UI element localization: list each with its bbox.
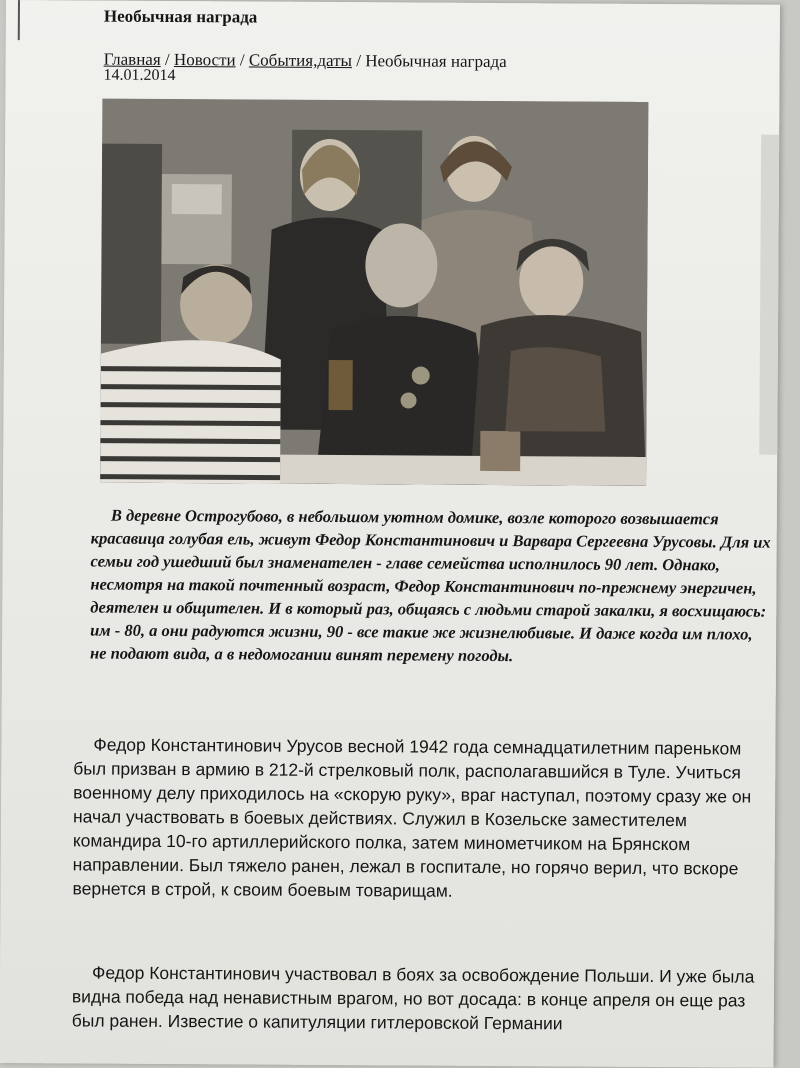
family-photo-illustration xyxy=(100,99,648,486)
breadcrumb-home-link[interactable]: Главная xyxy=(103,49,161,69)
breadcrumb-events-link[interactable]: События,даты xyxy=(248,50,353,71)
article-paragraph: Федор Константинович участвовал в боях за освобождение Польши. И уже была видна победа над ненавистным врагом, но вот досада: в конце апреля он еще раз был ранен. Известие о капитуляции гитлеровской Германии xyxy=(71,962,755,1034)
article-date: 14.01.2014 xyxy=(103,66,176,85)
breadcrumb-separator: / xyxy=(160,49,175,70)
article-title: Необычная награда xyxy=(103,6,258,27)
breadcrumb-separator: / xyxy=(235,50,249,70)
margin-mark xyxy=(18,0,20,40)
article-lead: В деревне Острогубово, в небольшом уютном домике, возле которого возвышается красавица голубая ель, живут Федор Константинович и Варвара Сергеевна Урусовы. Для их семьи год ушедший был знаменателен - главе семейства исполнилось 90 лет. Однако, несмотря на такой почтенный возраст, Федор Константинович по-прежнему энергичен, деятелен и общителен. И в который раз, общаясь с людьми старой закалки, я восхищаюсь: им - 80, а они радуются жизни, 90 - все такие же жизнелюбивые. И даже когда им плохо, не подают вида, а в недомогании винят перемену погоды. xyxy=(89,505,771,666)
article-paragraph: Федор Константинович Урусов весной 1942 года семнадцатилетним пареньком был призван в армию в 212-й стрелковый полк, располагавшийся в Туле. Учиться военному делу приходилось на «скорую руку», враг наступал, поэтому сразу же он начал участвовать в боевых действиях. Служил в Козельске заместителем командира 10-го артиллерийского полка, затем минометчиком на Брянском направлении. Был тяжело ранен, лежал в госпитале, но горячо верил, что вскоре вернется в строй, к своим боевым товарищам. xyxy=(72,734,752,901)
article-photo xyxy=(100,99,648,486)
page-edge-shadow xyxy=(759,135,779,455)
breadcrumb-separator: / xyxy=(351,51,366,71)
breadcrumb-current: Необычная награда xyxy=(365,51,507,72)
breadcrumb-news-link[interactable]: Новости xyxy=(173,50,236,70)
